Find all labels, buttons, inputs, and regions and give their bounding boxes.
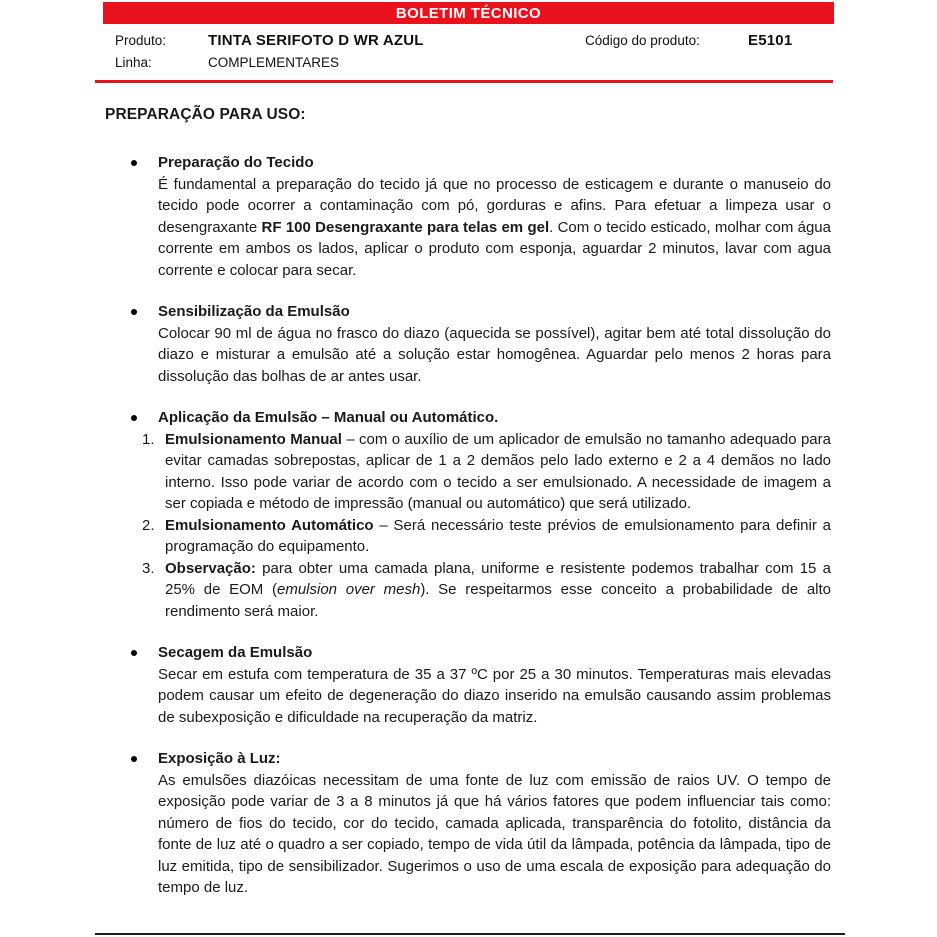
bullet-icon xyxy=(131,415,137,421)
section-heading: Sensibilização da Emulsão xyxy=(158,303,350,320)
bullet-icon xyxy=(131,160,137,166)
bullet-icon xyxy=(131,309,137,315)
text-segment-bold: Emulsionamento Automático xyxy=(165,516,374,534)
line-value: COMPLEMENTARES xyxy=(208,55,340,70)
text-segment-bold: Observação: xyxy=(165,559,256,577)
text-segment: – com o auxílio de um aplicador de emulsão no tamanho adequado para evitar camadas sobrepostas, aplicar de 1 a 2 demãos pelo lado externo e 2 a 4 demãos no lado interno. Isso pode variar de acordo com o tecido a ser emulsionado. A necessidade de imagem a ser copiada e método de impressão (manual ou automático) que será utilizado. xyxy=(165,430,831,512)
list-number: 1. xyxy=(142,430,155,448)
bullet-icon xyxy=(131,756,137,762)
numbered-list xyxy=(105,429,831,623)
section-exposicao-a-luz xyxy=(105,748,831,899)
bulletin-title: BOLETIM TÉCNICO xyxy=(395,4,542,22)
text-segment-bold: RF 100 Desengraxante para telas em gel xyxy=(261,218,550,236)
product-code-label: Código do produto: xyxy=(585,33,700,48)
header-divider xyxy=(95,80,833,83)
line-label: Linha: xyxy=(115,55,152,70)
text-segment: É fundamental a preparação do tecido já que no processo de esticagem e durante o manuseio do tecido pode ocorrer a contaminação com pó, gorduras e afins. Para efetuar a limpeza usar o desengraxante xyxy=(158,175,831,236)
list-item xyxy=(105,515,831,558)
text-segment: ). Se respeitarmos esse conceito a probabilidade de alto rendimento será maior. xyxy=(165,581,832,620)
product-label: Produto: xyxy=(115,33,167,48)
document-body xyxy=(105,106,831,919)
section-secagem-da-emulsao xyxy=(105,642,831,728)
paragraph xyxy=(158,770,831,899)
paragraph xyxy=(158,174,831,282)
list-number: 2. xyxy=(142,516,155,534)
section-aplicacao-da-emulsao xyxy=(105,407,831,622)
product-value: TINTA SERIFOTO D WR AZUL xyxy=(208,32,424,49)
page-title: PREPARAÇÃO PARA USO: xyxy=(105,106,306,123)
text-segment: – Será necessário teste prévios de emulsionamento para definir a programação do equipamento. xyxy=(165,516,831,555)
paragraph xyxy=(158,664,831,729)
section-heading: Exposição à Luz: xyxy=(158,750,281,767)
section-heading: Secagem da Emulsão xyxy=(158,644,313,661)
page-bottom-border xyxy=(95,933,845,935)
text-segment: Colocar 90 ml de água no frasco do diazo (aquecida se possível), agitar bem até total dissolução do diazo e misturar a emulsão até a solução estar homogênea. Aguardar pelo menos 2 horas para dissolução das bolhas de ar antes usar. xyxy=(158,324,831,385)
product-code-value: E5101 xyxy=(748,32,793,49)
text-segment: para obter uma camada plana, uniforme e resistente podemos trabalhar com 15 a 25% de EOM ( xyxy=(165,559,831,598)
text-segment: As emulsões diazóicas necessitam de uma fonte de luz com emissão de raios UV. O tempo de exposição pode variar de 3 a 8 minutos já que há vários fatores que podem influenciar tais como: número de fios do tecido, cor do tecido, camada aplicada, transparência do fotolito, distância da fonte de luz até o quadro a ser copiado, tempo de vida útil da lâmpada, potência da lâmpada, tipo de luz emitida, tipo de sensibilizador. Sugerimos o uso de uma escala de exposição para adequação do tempo de luz. xyxy=(158,771,831,896)
section-preparacao-do-tecido xyxy=(105,152,831,281)
list-item xyxy=(105,558,831,623)
text-segment: . Com o tecido esticado, molhar com água corrente em ambos os lados, aplicar o produto com esponja, aguardar 2 minutos, lavar com agua corrente e colocar para secar. xyxy=(158,218,831,279)
paragraph xyxy=(158,323,831,388)
bullet-icon xyxy=(131,650,137,656)
bulletin-title-bar xyxy=(103,2,834,24)
section-sensibilizacao-da-emulsao xyxy=(105,301,831,387)
list-number: 3. xyxy=(142,559,155,577)
list-item xyxy=(105,429,831,515)
section-heading: Preparação do Tecido xyxy=(158,154,314,171)
section-heading: Aplicação da Emulsão – Manual ou Automático. xyxy=(158,409,499,426)
text-segment-italic: emulsion over mesh xyxy=(277,581,421,598)
text-segment-bold: Emulsionamento Manual xyxy=(165,430,342,448)
text-segment: Secar em estufa com temperatura de 35 a 37 ºC por 25 a 30 minutos. Temperaturas mais elevadas podem causar um efeito de degeneração do diazo inserido na emulsão causando assim problemas de subexposição e dificuldade na recuperação da matriz. xyxy=(158,665,831,726)
